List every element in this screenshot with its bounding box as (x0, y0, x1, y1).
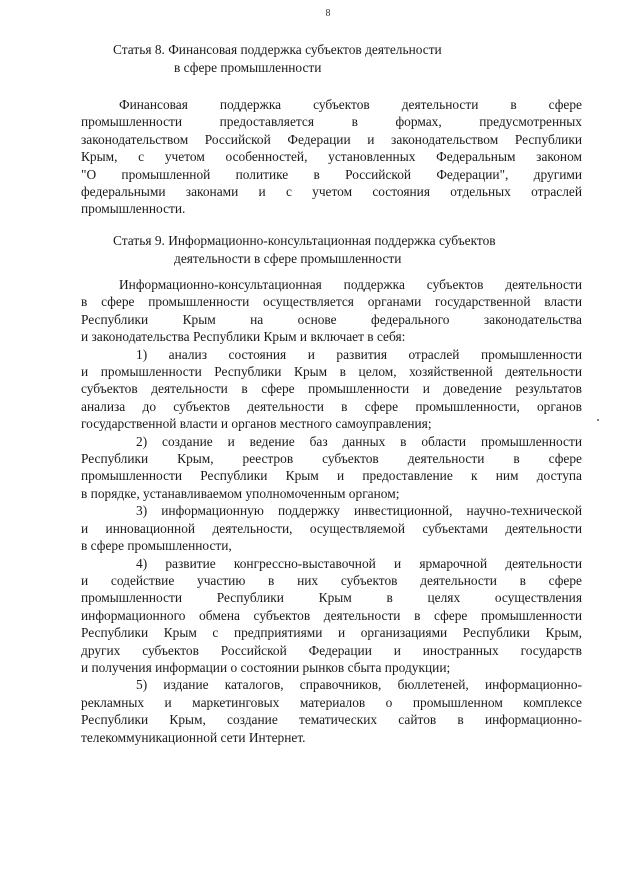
list-item-line: рекламных и маркетинговых материалов о промышленном комплексе (81, 694, 582, 710)
article-9-title-line1: Статья 9. Информационно-консультационная поддержка субъектов (113, 233, 496, 248)
list-item-line: Республики Крым с предприятиями и организациями Республики Крым, (81, 625, 582, 641)
article-8-body (81, 96, 582, 218)
list-item-line: 1) анализ состояния и развития отраслей промышленности (136, 346, 582, 362)
list-item-line: анализа до субъектов деятельности в сфере промышленности, органов (81, 398, 582, 414)
list-item-line: и содействие участию в них субъектов деятельности в сфере (81, 572, 582, 588)
paragraph-line: Финансовая поддержка субъектов деятельности в сфере (119, 97, 582, 112)
paragraph-line: и законодательства Республики Крым и включает в себя: (81, 329, 406, 345)
paragraph-line: "О промышленной политике в Российской Федерации", другими (81, 166, 582, 182)
list-item-line: других субъектов Российской Федерации и иностранных государств (81, 642, 582, 658)
paragraph-line: в сфере промышленности осуществляется органами государственной власти (81, 294, 582, 310)
article-9-heading (113, 232, 496, 268)
scan-speck (597, 419, 599, 421)
list-item-line: промышленности Республики Крым и предоставление к ним доступа (81, 468, 582, 484)
list-item-line: 3) информационную поддержку инвестиционной, научно-технической (136, 503, 582, 519)
list-item-line: государственной власти и органов местного самоуправления; (81, 416, 432, 432)
list-item-line: Республики Крым, создание тематических сайтов в информационно- (81, 712, 582, 728)
paragraph-line: законодательством Российской Федерации и законодательством Республики (81, 131, 582, 147)
list-item-line: 2) создание и ведение баз данных в области промышленности (136, 433, 582, 449)
list-item-line: и инновационной деятельности, осуществляемой субъектами деятельности (81, 520, 582, 536)
list-item-line: информационного обмена субъектов деятельности в сфере промышленности (81, 607, 582, 623)
paragraph-line: промышленности. (81, 201, 186, 217)
list-item-line: промышленности Республики Крым в целях осуществления (81, 590, 582, 606)
list-item-line: в сфере промышленности, (81, 538, 232, 554)
page-number: 8 (325, 8, 331, 19)
list-item-line: и получения информации о состоянии рынков сбыта продукции; (81, 659, 451, 675)
article-9-body (81, 276, 582, 746)
paragraph-line: федеральными законами и с учетом состояния отдельных отраслей (81, 184, 582, 200)
list-item-line: Республики Крым, реестров субъектов деятельности в сфере (81, 451, 582, 467)
list-item-line: 4) развитие конгрессно-выставочной и ярмарочной деятельности (136, 555, 582, 571)
list-item-line: телекоммуникационной сети Интернет. (81, 729, 306, 745)
list-item-line: 5) издание каталогов, справочников, бюллетеней, информационно- (136, 677, 582, 693)
paragraph-line: Крым, с учетом особенностей, установленных Федеральным законом (81, 149, 582, 165)
list-item-line: субъектов деятельности в сфере промышленности и доведение результатов (81, 381, 582, 397)
list-item-line: и промышленности Республики Крым в целом, хозяйственной деятельности (81, 364, 582, 380)
article-9-title-line2: деятельности в сфере промышленности (174, 251, 402, 266)
article-8-title-line2: в сфере промышленности (174, 60, 322, 75)
paragraph-line: Республики Крым на основе федерального законодательства (81, 311, 582, 327)
paragraph-line: Информационно-консультационная поддержка субъектов деятельности (119, 277, 582, 292)
article-8-heading (113, 41, 442, 77)
list-item-line: в порядке, устанавливаемом уполномоченным органом; (81, 485, 400, 501)
article-8-title-line1: Статья 8. Финансовая поддержка субъектов деятельности (113, 42, 442, 57)
paragraph-line: промышленности предоставляется в формах, предусмотренных (81, 114, 582, 130)
